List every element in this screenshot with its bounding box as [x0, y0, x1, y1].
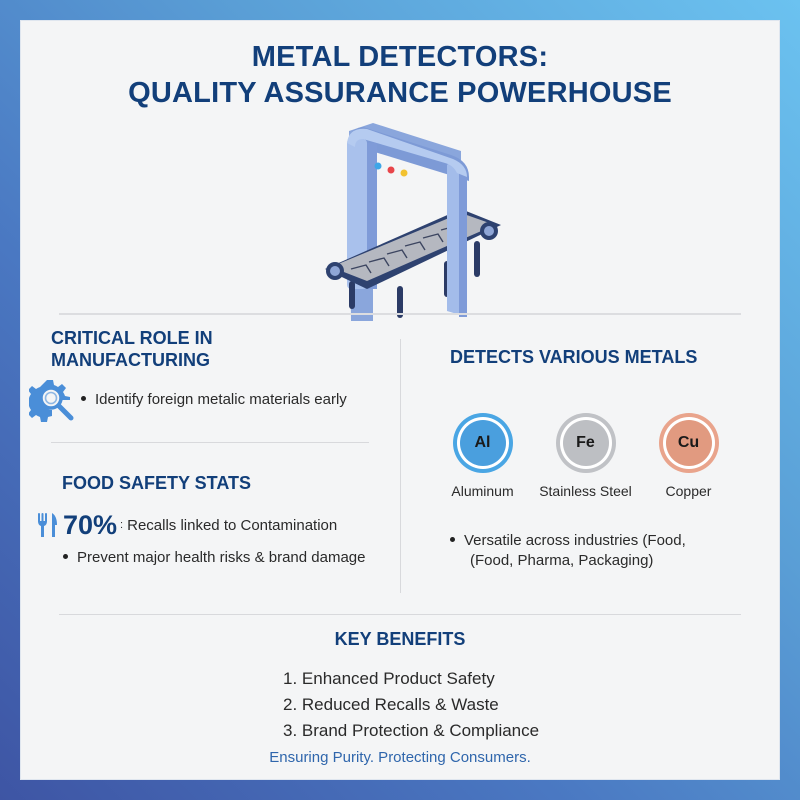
bullet-dot: [63, 554, 68, 559]
versatile-bullet: [446, 531, 746, 571]
page-title: [21, 39, 779, 111]
metal-label: Stainless Steel: [539, 483, 632, 499]
indicator-light-yellow: [401, 170, 408, 177]
metal-label: Copper: [665, 483, 712, 499]
metal-badge-aluminum: [453, 413, 513, 473]
critical-role-heading-line-2: MANUFACTURING: [51, 350, 210, 370]
critical-role-bullet-text: [77, 390, 347, 410]
infographic-card: [20, 20, 780, 780]
divider-bottom: [59, 614, 741, 615]
stat-separator: :: [120, 519, 124, 531]
benefits-heading: KEY BENEFITS: [334, 629, 466, 649]
food-safety-heading: FOOD SAFETY STATS: [62, 473, 252, 493]
food-safety-bullet-label: Prevent major health risks & brand damage: [77, 549, 366, 566]
divider-top: [59, 313, 741, 315]
title-line-1: METAL DETECTORS:: [251, 41, 549, 73]
bullet-dot: [81, 396, 86, 401]
versatile-line-2: (Food, Pharma, Packaging): [470, 552, 654, 569]
stat-value: 70%: [63, 510, 118, 540]
metal-symbol: Al: [460, 420, 506, 466]
benefits-list: [283, 666, 539, 744]
food-safety-stat: [37, 509, 337, 541]
metal-symbol: Cu: [666, 420, 712, 466]
fork-knife-icon: [37, 512, 59, 538]
critical-role-bullet: [29, 376, 347, 424]
metal-label: Aluminum: [451, 483, 514, 499]
food-safety-bullet: [59, 548, 365, 568]
critical-role-heading: [51, 327, 311, 371]
metal-detector-illustration: [311, 121, 511, 321]
title-line-2: QUALITY ASSURANCE POWERHOUSE: [128, 77, 672, 109]
metals-heading: DETECTS VARIOUS METALS: [450, 347, 698, 367]
metal-copper: [637, 413, 740, 499]
stat-label: Recalls linked to Contamination: [127, 516, 338, 534]
metal-stainless-steel: [534, 413, 637, 499]
metals-list: [431, 413, 740, 499]
critical-role-bullet-label: Identify foreign metalic materials early: [95, 391, 347, 408]
bullet-dot: [450, 537, 455, 542]
indicator-light-red: [388, 167, 395, 174]
critical-role-heading-line-1: CRITICAL ROLE IN: [51, 328, 213, 348]
versatile-line-1: Versatile across industries (Food,: [464, 532, 686, 549]
metal-badge-copper: [659, 413, 719, 473]
gear-search-icon: [29, 376, 77, 424]
indicator-light-blue: [375, 163, 382, 170]
benefit-item: 2. Reduced Recalls & Waste: [283, 695, 499, 714]
metal-symbol: Fe: [563, 420, 609, 466]
tagline: Ensuring Purity. Protecting Consumers.: [269, 749, 531, 766]
divider-vertical: [400, 339, 401, 593]
benefit-item: 1. Enhanced Product Safety: [283, 669, 495, 688]
metal-badge-stainless-steel: [556, 413, 616, 473]
metal-aluminum: [431, 413, 534, 499]
divider-left: [51, 442, 369, 443]
benefit-item: 3. Brand Protection & Compliance: [283, 721, 540, 740]
